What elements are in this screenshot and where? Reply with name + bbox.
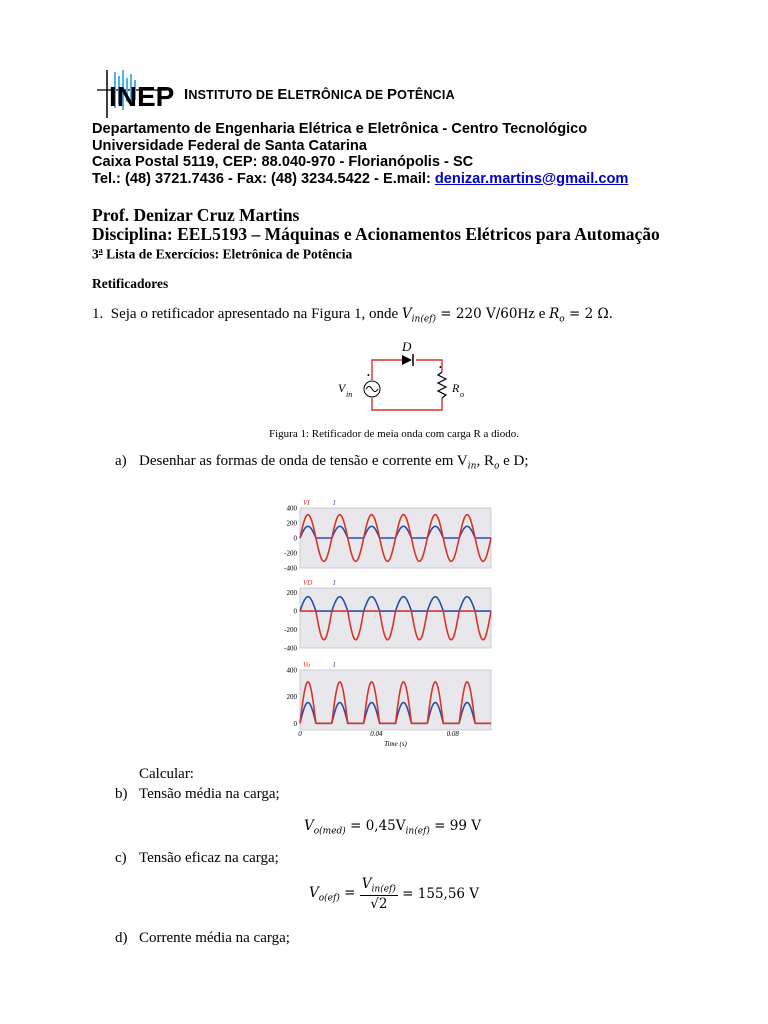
y-tick-label: -200 bbox=[284, 549, 297, 558]
svg-text:in: in bbox=[346, 390, 353, 399]
institute-name: INSTITUTO DE ELETRÔNICA DE POTÊNCIA bbox=[184, 86, 455, 103]
x-tick-label: 0.08 bbox=[446, 730, 459, 738]
svg-text:D: D bbox=[402, 340, 412, 354]
section-title: Retificadores bbox=[92, 276, 169, 291]
panel-area bbox=[300, 588, 491, 648]
svg-text:V: V bbox=[338, 381, 346, 395]
item-c: c) Tensão eficaz na carga; bbox=[115, 850, 279, 866]
discipline: Disciplina: EEL5193 – Máquinas e Acionamentos Elétricos para Automação bbox=[92, 224, 660, 244]
legend-label: I bbox=[333, 661, 336, 669]
dept-line: Departamento de Engenharia Elétrica e Eletrônica - Centro Tecnológico bbox=[92, 121, 588, 137]
contact-line: Tel.: (48) 3721.7436 - Fax: (48) 3234.5422 - E.mail: denizar.martins@gmail.com bbox=[92, 170, 629, 187]
svg-text:R: R bbox=[452, 381, 460, 395]
item-b: b) Tensão média na carga; bbox=[115, 786, 280, 802]
svg-text:•: • bbox=[439, 363, 442, 372]
question-1: 1. Seja o retificador apresentado na Figura 1, onde $V_{in(ef)} = 220$ V/60Hz e $R_o = 2$ Ω. bbox=[92, 306, 613, 325]
y-tick-label: 400 bbox=[286, 504, 297, 513]
svg-text:•: • bbox=[367, 371, 370, 380]
x-axis-label: Time (s) bbox=[384, 740, 407, 748]
email-link[interactable]: denizar.martins@gmail.com bbox=[434, 170, 629, 187]
y-tick-label: 0 bbox=[293, 719, 297, 728]
x-tick-label: 0 bbox=[298, 730, 302, 738]
y-tick-label: 0 bbox=[293, 534, 297, 543]
legend-label: I bbox=[333, 499, 336, 507]
legend-label: Vo bbox=[303, 661, 310, 669]
y-tick-label: -200 bbox=[284, 626, 297, 635]
x-tick-label: 0.04 bbox=[370, 730, 383, 738]
waveform-chart bbox=[276, 490, 533, 752]
y-tick-label: 200 bbox=[286, 693, 297, 702]
course-block bbox=[92, 206, 660, 244]
y-tick-label: 400 bbox=[286, 666, 297, 675]
item-a: a) Desenhar as formas de onda de tensão e corrente em $V_{in}$, $R_o$ e D; bbox=[115, 453, 529, 472]
resistor-symbol bbox=[438, 372, 446, 398]
rectifier-circuit-figure bbox=[332, 340, 482, 420]
y-tick-label: 0 bbox=[293, 607, 297, 616]
calc-label: Calcular: bbox=[139, 766, 194, 782]
legend-label: VD bbox=[303, 579, 313, 587]
list-title: 3$^a$ Lista de Exercícios: Eletrônica de Potência bbox=[92, 246, 353, 262]
inep-logo bbox=[97, 68, 177, 120]
professor-name: Prof. Denizar Cruz Martins bbox=[92, 205, 300, 225]
dept-line: Universidade Federal de Santa Catarina bbox=[92, 137, 367, 154]
legend-label: VI bbox=[303, 499, 310, 507]
equation-b: $V_{o(med)} = 0,45V_{in(ef)} = 99$ V bbox=[304, 818, 481, 837]
dept-line: Caixa Postal 5119, CEP: 88.040-970 - Florianópolis - SC bbox=[92, 154, 474, 170]
legend-label: I bbox=[333, 579, 336, 587]
item-d: d) Corrente média na carga; bbox=[115, 930, 290, 946]
logo-text: INEP bbox=[109, 81, 175, 112]
y-tick-label: 200 bbox=[286, 519, 297, 528]
figure-1-caption: Figura 1: Retificador de meia onda com carga R a diodo. bbox=[269, 428, 519, 440]
department-block bbox=[92, 121, 628, 187]
y-tick-label: -400 bbox=[284, 564, 297, 573]
y-tick-label: -400 bbox=[284, 644, 297, 653]
diode-symbol bbox=[402, 355, 412, 365]
equation-c: $V_{o(ef)}$ = $\frac{V_{in(ef)}}{√2}$ = 155,56 V bbox=[309, 876, 480, 912]
y-tick-label: 200 bbox=[286, 589, 297, 598]
svg-text:o: o bbox=[460, 390, 464, 399]
